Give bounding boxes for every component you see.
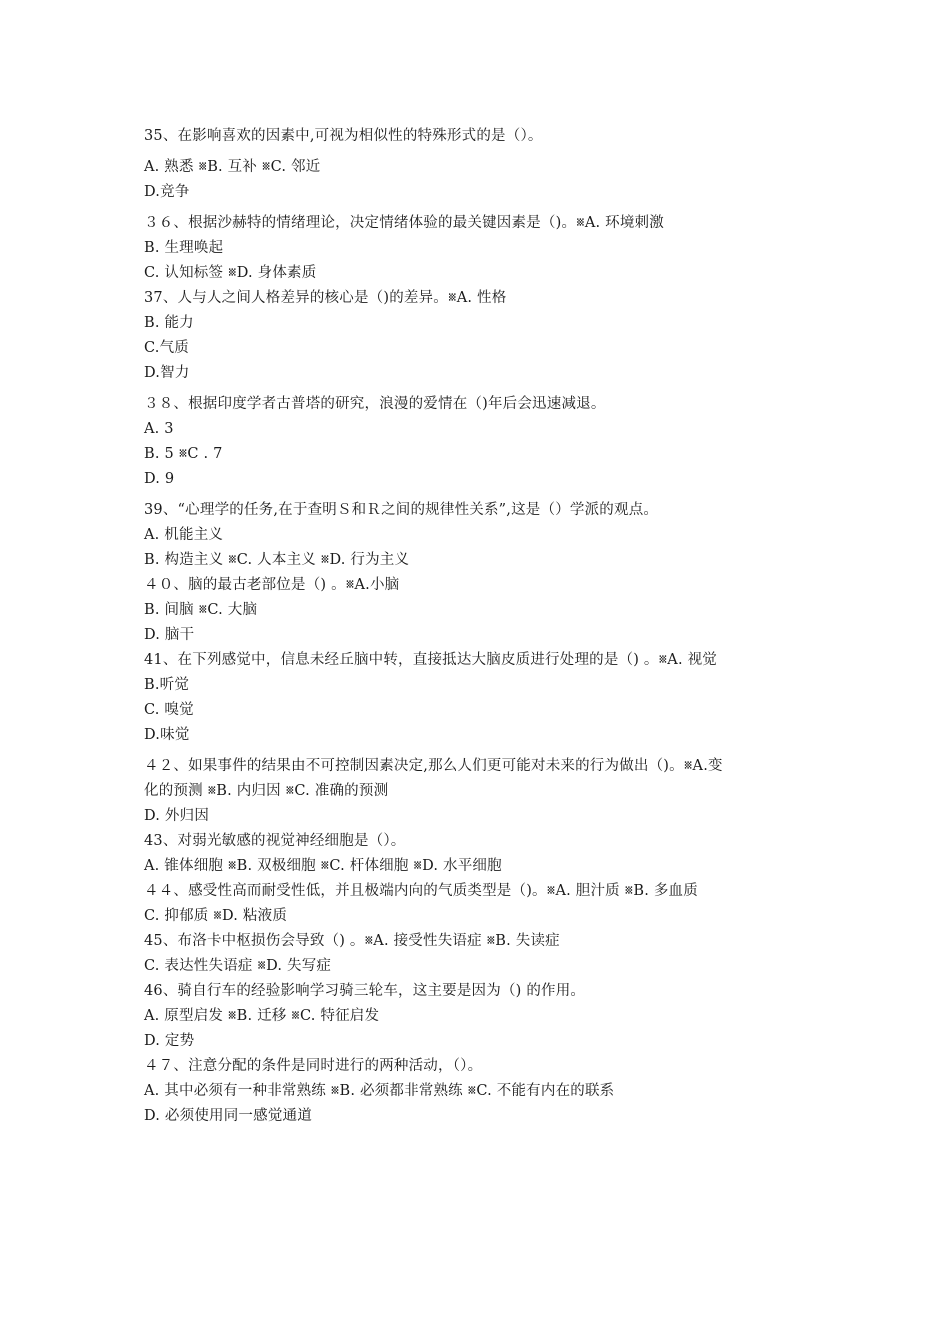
text-line: B.听觉 [144, 677, 190, 693]
text-line: C. 嗅觉 [144, 702, 194, 718]
text-line: A. 机能主义 [144, 527, 224, 543]
text-line: ４７、注意分配的条件是同时进行的两种活动，（）。 [144, 1058, 483, 1074]
text-line: B. 构造主义 ␧C. 人本主义 ␧D. 行为主义 [144, 552, 410, 568]
text-line: 37、人与人之间人格差异的核心是（)的差异。␧A. 性格 [144, 290, 507, 306]
text-line: 45、布洛卡中枢损伤会导致（) 。␧A. 接受性失语症 ␧B. 失读症 [144, 933, 560, 949]
text-line: C.气质 [144, 340, 189, 356]
text-line: D.味觉 [144, 727, 190, 743]
text-line: D. 脑干 [144, 627, 195, 643]
text-line: D. 9 [144, 471, 175, 487]
text-line: D. 外归因 [144, 808, 210, 824]
text-line: B. 能力 [144, 315, 194, 331]
text-line: B. 生理唤起 [144, 240, 224, 256]
text-line: ４０、脑的最古老部位是（) 。␧A.小脑 [144, 577, 400, 593]
text-line: 46、骑自行车的经验影响学习骑三轮车，这主要是因为（) 的作用。 [144, 983, 586, 999]
text-line: D.智力 [144, 365, 190, 381]
text-line: 41、在下列感觉中，信息未经丘脑中转，直接抵达大脑皮质进行处理的是（) 。␧A. 视觉 [144, 652, 717, 668]
text-line: ４４、感受性高而耐受性低，并且极端内向的气质类型是（)。␧A. 胆汁质 ␧B. 多血质 [144, 883, 698, 899]
text-line: B. 5 ␧C . 7 [144, 446, 223, 462]
text-line: B. 间脑 ␧C. 大脑 [144, 602, 258, 618]
text-line: A. 3 [144, 421, 174, 437]
text-line: ４２、如果事件的结果由不可控制因素决定,那么人们更可能对未来的行为做出（)。␧A.变 [144, 758, 723, 774]
text-line: A. 熟悉 ␧B. 互补 ␧C. 邻近 [144, 159, 321, 175]
text-line: D. 必须使用同一感觉通道 [144, 1108, 312, 1124]
text-line: 35、在影响喜欢的因素中,可视为相似性的特殊形式的是（）。 [144, 128, 543, 144]
text-line: C. 抑郁质 ␧D. 粘液质 [144, 908, 288, 924]
text-line: A. 锥体细胞 ␧B. 双极细胞 ␧C. 杆体细胞 ␧D. 水平细胞 [144, 858, 502, 874]
text-line: ３８、根据印度学者古普塔的研究，浪漫的爱情在（)年后会迅速减退。 [144, 396, 606, 412]
text-line: D. 定势 [144, 1033, 195, 1049]
text-line: 43、对弱光敏感的视觉神经细胞是（）。 [144, 833, 406, 849]
text-line: D.竞争 [144, 184, 190, 200]
text-line: 化的预测 ␧B. 内归因 ␧C. 准确的预测 [144, 783, 389, 799]
question-list [144, 124, 814, 1129]
text-line: ３６、根据沙赫特的情绪理论，决定情绪体验的最关键因素是（)。␧A. 环境刺激 [144, 215, 664, 231]
text-line: A. 其中必须有一种非常熟练 ␧B. 必须都非常熟练 ␧C. 不能有内在的联系 [144, 1083, 615, 1099]
text-line: C. 表达性失语症 ␧D. 失写症 [144, 958, 332, 974]
text-line: A. 原型启发 ␧B. 迁移 ␧C. 特征启发 [144, 1008, 380, 1024]
text-line: C. 认知标签 ␧D. 身体素质 [144, 265, 317, 281]
text-line: 39、“心理学的任务,在于查明Ｓ和Ｒ之间的规律性关系”,这是（）学派的观点。 [144, 502, 659, 518]
